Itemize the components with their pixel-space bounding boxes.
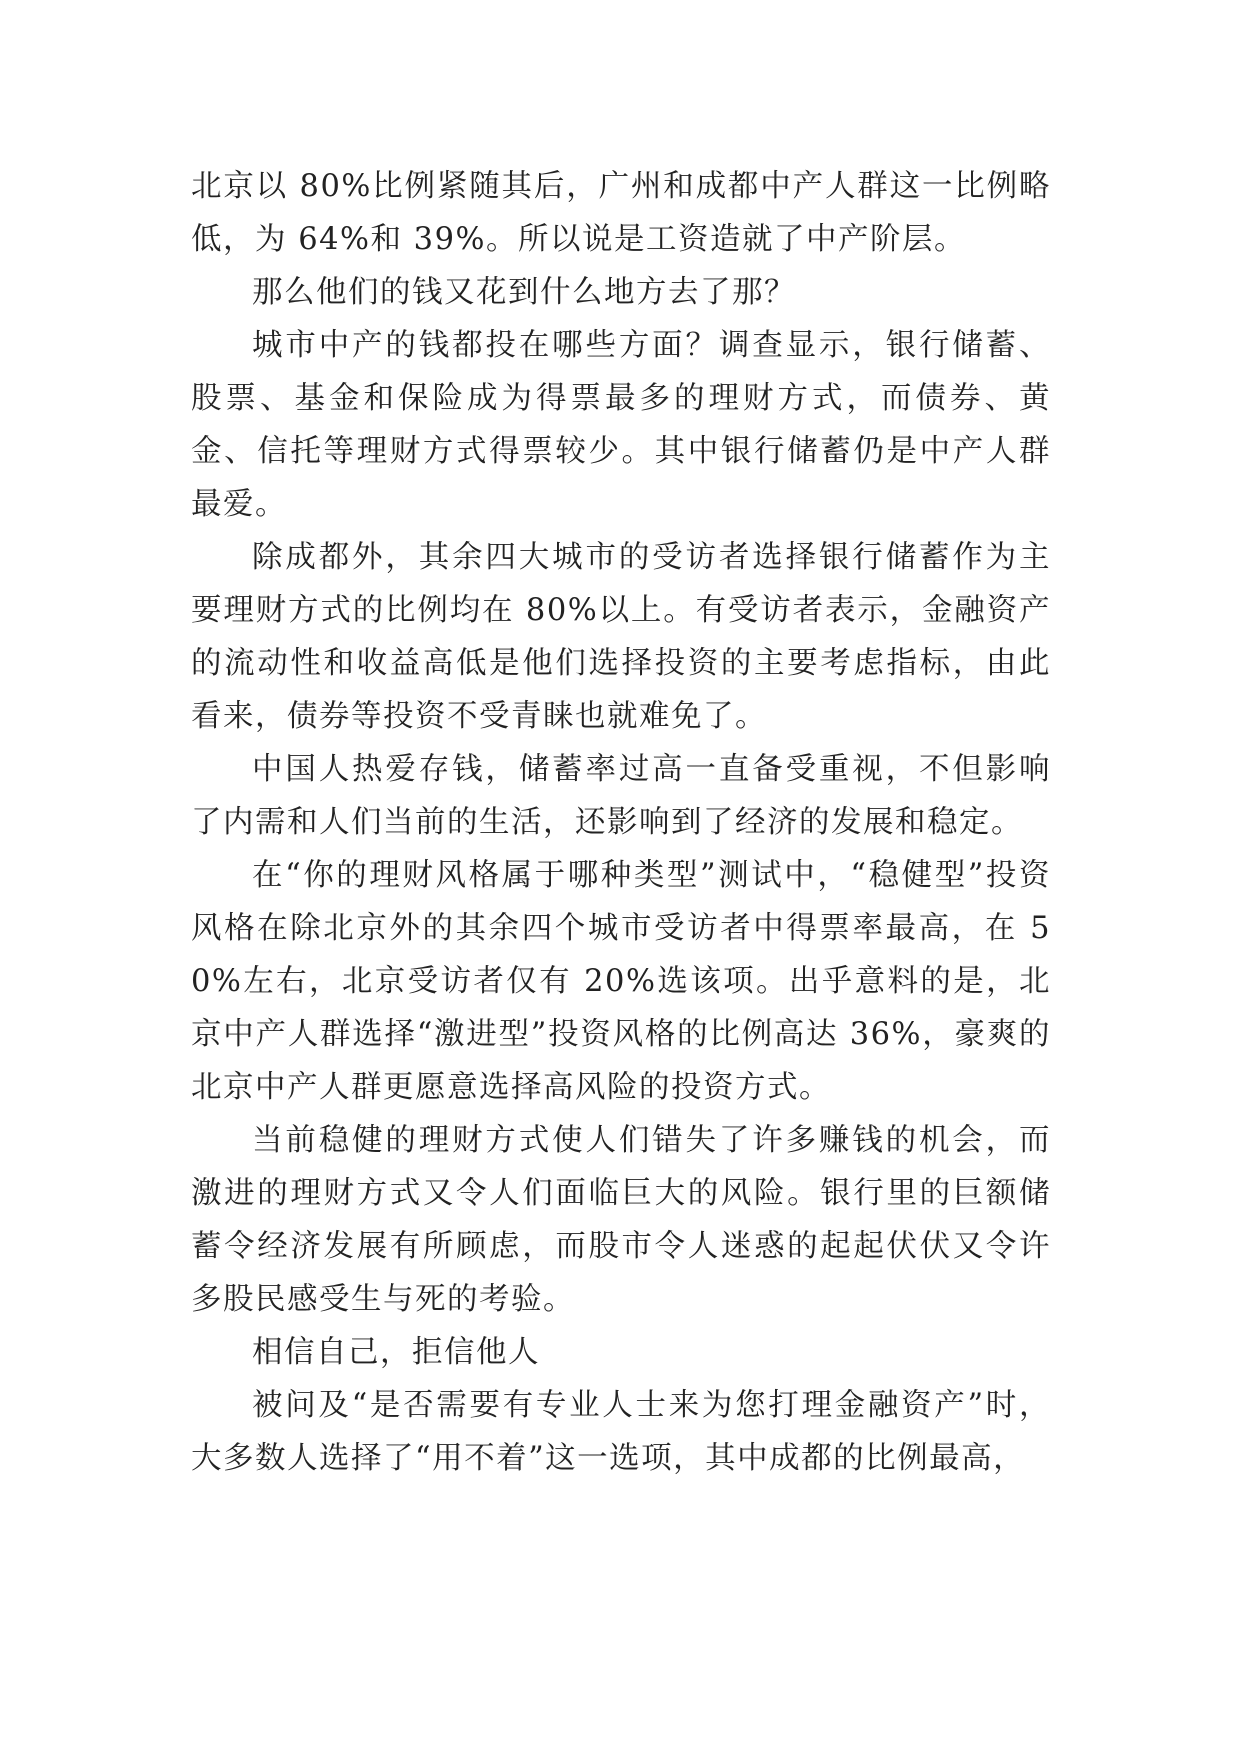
paragraph-1: 北京以 80%比例紧随其后，广州和成都中产人群这一比例略低，为 64%和 39%。所以说是工资造就了中产阶层。 (191, 169, 1051, 257)
document-body (191, 160, 1051, 1485)
paragraph-8: 被问及“是否需要有专业人士来为您打理金融资产”时，大多数人选择了“用不着”这一选项，其中成都的比例最高， (191, 1388, 1051, 1476)
paragraph-6: 在“你的理财风格属于哪种类型”测试中，“稳健型”投资风格在除北京外的其余四个城市受访者中得票率最高，在 50%左右，北京受访者仅有 20%选该项。出乎意料的是，北京中产人群选择“激进型”投资风格的比例高达 36%，豪爽的北京中产人群更愿意选择高风险的投资方式。 (191, 858, 1051, 1105)
paragraph-2: 那么他们的钱又花到什么地方去了那？ (252, 275, 796, 310)
paragraph-3: 城市中产的钱都投在哪些方面？调查显示，银行储蓄、股票、基金和保险成为得票最多的理财方式，而债券、黄金、信托等理财方式得票较少。其中银行储蓄仍是中产人群最爱。 (191, 328, 1051, 522)
paragraph-7: 当前稳健的理财方式使人们错失了许多赚钱的机会，而激进的理财方式又令人们面临巨大的风险。银行里的巨额储蓄令经济发展有所顾虑，而股市令人迷惑的起起伏伏又令许多股民感受生与死的考验。 (191, 1123, 1051, 1317)
paragraph-5: 中国人热爱存钱，储蓄率过高一直备受重视，不但影响了内需和人们当前的生活，还影响到了经济的发展和稳定。 (191, 752, 1051, 840)
paragraph-4: 除成都外，其余四大城市的受访者选择银行储蓄作为主要理财方式的比例均在 80%以上。有受访者表示，金融资产的流动性和收益高低是他们选择投资的主要考虑指标，由此看来，债券等投资不受青睐也就难免了。 (191, 540, 1051, 734)
section-heading: 相信自己，拒信他人 (252, 1335, 540, 1370)
